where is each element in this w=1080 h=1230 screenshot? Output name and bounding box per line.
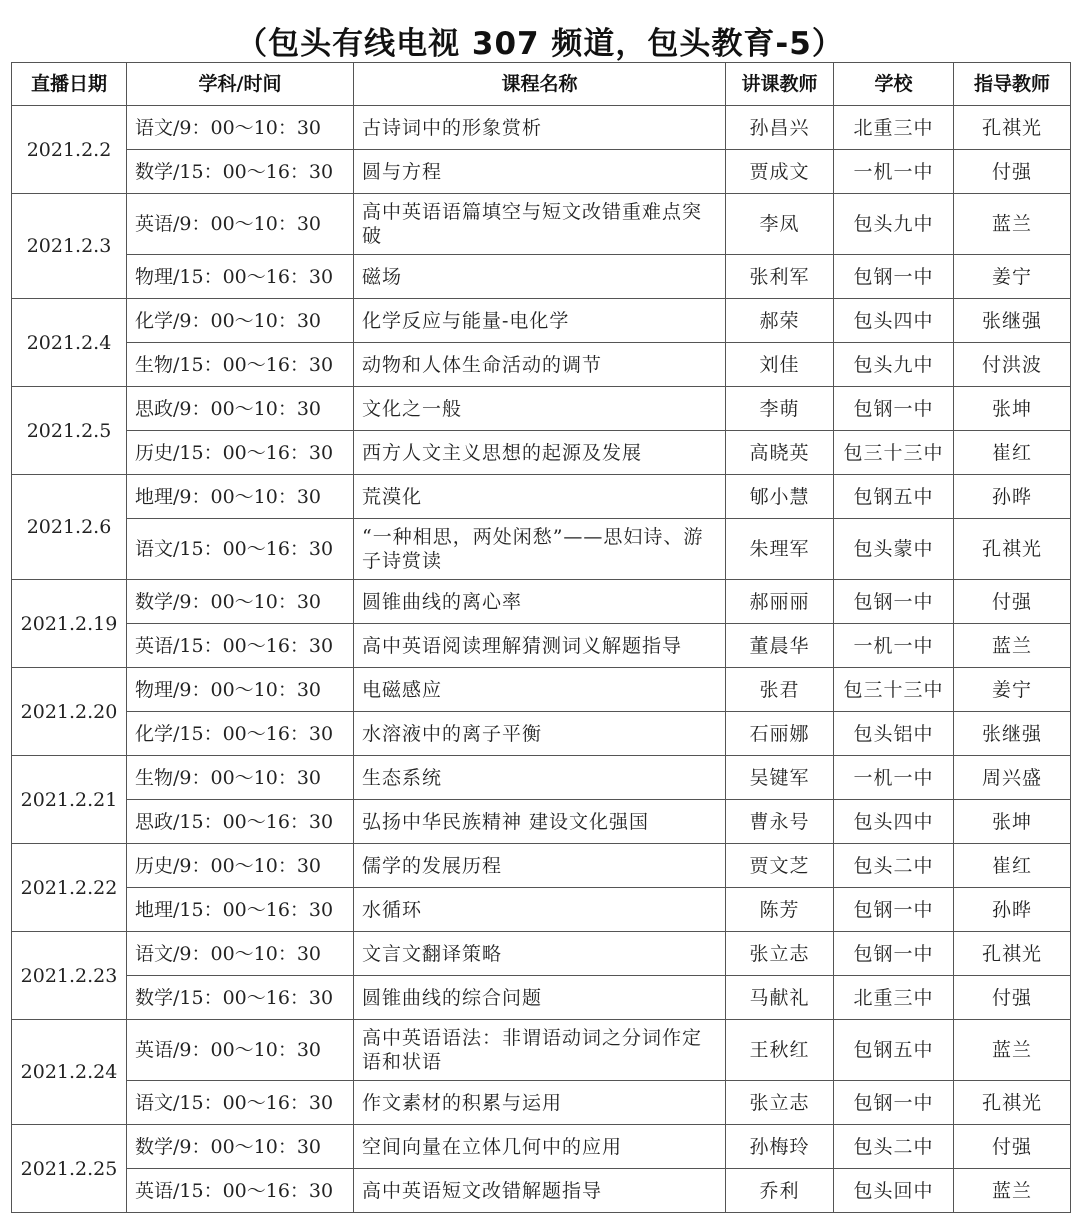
advisor-cell: 蓝兰 <box>954 624 1071 668</box>
table-row <box>12 475 1071 519</box>
advisor-cell: 孔祺光 <box>954 932 1071 976</box>
table-row <box>12 343 1071 387</box>
subject-cell: 英语/9：00～10：30 <box>127 194 354 255</box>
school-cell: 北重三中 <box>834 106 954 150</box>
school-cell: 包头九中 <box>834 194 954 255</box>
header-date: 直播日期 <box>12 63 127 106</box>
school-cell: 包钢一中 <box>834 580 954 624</box>
course-cell: 高中英语短文改错解题指导 <box>354 1169 726 1213</box>
date-cell: 2021.2.19 <box>12 580 127 668</box>
course-cell: 空间向量在立体几何中的应用 <box>354 1125 726 1169</box>
advisor-cell: 付强 <box>954 150 1071 194</box>
subject-cell: 历史/15：00～16：30 <box>127 431 354 475</box>
date-cell: 2021.2.25 <box>12 1125 127 1213</box>
course-cell: 古诗词中的形象赏析 <box>354 106 726 150</box>
subject-cell: 英语/15：00～16：30 <box>127 624 354 668</box>
table-row <box>12 106 1071 150</box>
subject-cell: 英语/15：00～16：30 <box>127 1169 354 1213</box>
subject-cell: 思政/9：00～10：30 <box>127 387 354 431</box>
course-cell: 水溶液中的离子平衡 <box>354 712 726 756</box>
header-course-name: 课程名称 <box>354 63 726 106</box>
table-row <box>12 580 1071 624</box>
advisor-cell: 姜宁 <box>954 668 1071 712</box>
course-cell: 磁场 <box>354 255 726 299</box>
teacher-cell: 陈芳 <box>726 888 834 932</box>
course-cell: 水循环 <box>354 888 726 932</box>
table-row <box>12 756 1071 800</box>
school-cell: 包钢五中 <box>834 1020 954 1081</box>
table-row <box>12 299 1071 343</box>
date-cell: 2021.2.2 <box>12 106 127 194</box>
subject-cell: 历史/9：00～10：30 <box>127 844 354 888</box>
advisor-cell: 孔祺光 <box>954 519 1071 580</box>
header-subject-time: 学科/时间 <box>127 63 354 106</box>
teacher-cell: 张君 <box>726 668 834 712</box>
subject-cell: 英语/9：00～10：30 <box>127 1020 354 1081</box>
advisor-cell: 周兴盛 <box>954 756 1071 800</box>
school-cell: 包钢一中 <box>834 387 954 431</box>
subject-cell: 地理/9：00～10：30 <box>127 475 354 519</box>
date-cell: 2021.2.20 <box>12 668 127 756</box>
subject-cell: 数学/9：00～10：30 <box>127 580 354 624</box>
table-row <box>12 976 1071 1020</box>
advisor-cell: 孔祺光 <box>954 1081 1071 1125</box>
school-cell: 包钢一中 <box>834 1081 954 1125</box>
teacher-cell: 贾文芝 <box>726 844 834 888</box>
course-cell: 电磁感应 <box>354 668 726 712</box>
advisor-cell: 张坤 <box>954 800 1071 844</box>
page-title: （包头有线电视 307 频道，包头教育-5） <box>236 26 844 62</box>
teacher-cell: 吴键军 <box>726 756 834 800</box>
subject-cell: 语文/9：00～10：30 <box>127 106 354 150</box>
date-cell: 2021.2.22 <box>12 844 127 932</box>
course-cell: 高中英语语法：非谓语动词之分词作定语和状语 <box>354 1020 726 1081</box>
course-cell: 作文素材的积累与运用 <box>354 1081 726 1125</box>
teacher-cell: 郇小慧 <box>726 475 834 519</box>
table-row <box>12 519 1071 580</box>
course-cell: 圆锥曲线的离心率 <box>354 580 726 624</box>
course-cell: 化学反应与能量-电化学 <box>354 299 726 343</box>
table-row <box>12 1020 1071 1081</box>
advisor-cell: 付强 <box>954 976 1071 1020</box>
advisor-cell: 蓝兰 <box>954 1169 1071 1213</box>
course-cell: 文言文翻译策略 <box>354 932 726 976</box>
table-row <box>12 932 1071 976</box>
subject-cell: 物理/15：00～16：30 <box>127 255 354 299</box>
advisor-cell: 付强 <box>954 1125 1071 1169</box>
advisor-cell: 姜宁 <box>954 255 1071 299</box>
table-row <box>12 844 1071 888</box>
teacher-cell: 郝丽丽 <box>726 580 834 624</box>
date-cell: 2021.2.3 <box>12 194 127 299</box>
school-cell: 包头四中 <box>834 299 954 343</box>
teacher-cell: 高晓英 <box>726 431 834 475</box>
subject-cell: 地理/15：00～16：30 <box>127 888 354 932</box>
advisor-cell: 张继强 <box>954 712 1071 756</box>
school-cell: 包头二中 <box>834 1125 954 1169</box>
school-cell: 包头四中 <box>834 800 954 844</box>
school-cell: 包三十三中 <box>834 431 954 475</box>
table-row <box>12 150 1071 194</box>
course-cell: 高中英语阅读理解猜测词义解题指导 <box>354 624 726 668</box>
teacher-cell: 马献礼 <box>726 976 834 1020</box>
table-row <box>12 800 1071 844</box>
teacher-cell: 王秋红 <box>726 1020 834 1081</box>
teacher-cell: 曹永号 <box>726 800 834 844</box>
course-cell: 弘扬中华民族精神 建设文化强国 <box>354 800 726 844</box>
advisor-cell: 付洪波 <box>954 343 1071 387</box>
teacher-cell: 郝荣 <box>726 299 834 343</box>
course-cell: 圆与方程 <box>354 150 726 194</box>
subject-cell: 生物/9：00～10：30 <box>127 756 354 800</box>
subject-cell: 数学/9：00～10：30 <box>127 1125 354 1169</box>
schedule-table <box>11 62 1071 1213</box>
table-row <box>12 712 1071 756</box>
advisor-cell: 张继强 <box>954 299 1071 343</box>
subject-cell: 化学/9：00～10：30 <box>127 299 354 343</box>
subject-cell: 思政/15：00～16：30 <box>127 800 354 844</box>
advisor-cell: 张坤 <box>954 387 1071 431</box>
table-row <box>12 668 1071 712</box>
subject-cell: 物理/9：00～10：30 <box>127 668 354 712</box>
course-cell: 动物和人体生命活动的调节 <box>354 343 726 387</box>
date-cell: 2021.2.21 <box>12 756 127 844</box>
teacher-cell: 张立志 <box>726 932 834 976</box>
table-row <box>12 194 1071 255</box>
table-row <box>12 624 1071 668</box>
school-cell: 包钢五中 <box>834 475 954 519</box>
school-cell: 一机一中 <box>834 150 954 194</box>
school-cell: 一机一中 <box>834 624 954 668</box>
teacher-cell: 李凤 <box>726 194 834 255</box>
header-advisor: 指导教师 <box>954 63 1071 106</box>
course-cell: 高中英语语篇填空与短文改错重难点突破 <box>354 194 726 255</box>
school-cell: 包三十三中 <box>834 668 954 712</box>
course-cell: “一种相思，两处闲愁”——思妇诗、游子诗赏读 <box>354 519 726 580</box>
date-cell: 2021.2.4 <box>12 299 127 387</box>
course-cell: 文化之一般 <box>354 387 726 431</box>
teacher-cell: 孙梅玲 <box>726 1125 834 1169</box>
table-row <box>12 888 1071 932</box>
school-cell: 包头回中 <box>834 1169 954 1213</box>
subject-cell: 化学/15：00～16：30 <box>127 712 354 756</box>
subject-cell: 语文/15：00～16：30 <box>127 1081 354 1125</box>
advisor-cell: 孔祺光 <box>954 106 1071 150</box>
course-cell: 西方人文主义思想的起源及发展 <box>354 431 726 475</box>
teacher-cell: 李萌 <box>726 387 834 431</box>
teacher-cell: 孙昌兴 <box>726 106 834 150</box>
advisor-cell: 蓝兰 <box>954 1020 1071 1081</box>
subject-cell: 语文/9：00～10：30 <box>127 932 354 976</box>
course-cell: 荒漠化 <box>354 475 726 519</box>
date-cell: 2021.2.23 <box>12 932 127 1020</box>
date-cell: 2021.2.5 <box>12 387 127 475</box>
subject-cell: 数学/15：00～16：30 <box>127 150 354 194</box>
advisor-cell: 孙晔 <box>954 888 1071 932</box>
school-cell: 北重三中 <box>834 976 954 1020</box>
subject-cell: 数学/15：00～16：30 <box>127 976 354 1020</box>
school-cell: 包头铝中 <box>834 712 954 756</box>
teacher-cell: 朱理军 <box>726 519 834 580</box>
table-row <box>12 387 1071 431</box>
advisor-cell: 付强 <box>954 580 1071 624</box>
advisor-cell: 崔红 <box>954 844 1071 888</box>
date-cell: 2021.2.24 <box>12 1020 127 1125</box>
table-row <box>12 1125 1071 1169</box>
table-row <box>12 1169 1071 1213</box>
school-cell: 包钢一中 <box>834 888 954 932</box>
table-row <box>12 431 1071 475</box>
course-cell: 生态系统 <box>354 756 726 800</box>
school-cell: 包头九中 <box>834 343 954 387</box>
table-row <box>12 1081 1071 1125</box>
table-row <box>12 255 1071 299</box>
school-cell: 包钢一中 <box>834 255 954 299</box>
date-cell: 2021.2.6 <box>12 475 127 580</box>
header-row <box>12 63 1071 106</box>
school-cell: 一机一中 <box>834 756 954 800</box>
header-school: 学校 <box>834 63 954 106</box>
schedule-body <box>12 106 1071 1213</box>
school-cell: 包钢一中 <box>834 932 954 976</box>
advisor-cell: 蓝兰 <box>954 194 1071 255</box>
teacher-cell: 董晨华 <box>726 624 834 668</box>
teacher-cell: 刘佳 <box>726 343 834 387</box>
advisor-cell: 崔红 <box>954 431 1071 475</box>
teacher-cell: 贾成文 <box>726 150 834 194</box>
course-cell: 儒学的发展历程 <box>354 844 726 888</box>
school-cell: 包头蒙中 <box>834 519 954 580</box>
subject-cell: 生物/15：00～16：30 <box>127 343 354 387</box>
teacher-cell: 石丽娜 <box>726 712 834 756</box>
header-teacher: 讲课教师 <box>726 63 834 106</box>
school-cell: 包头二中 <box>834 844 954 888</box>
teacher-cell: 乔利 <box>726 1169 834 1213</box>
advisor-cell: 孙晔 <box>954 475 1071 519</box>
subject-cell: 语文/15：00～16：30 <box>127 519 354 580</box>
teacher-cell: 张利军 <box>726 255 834 299</box>
course-cell: 圆锥曲线的综合问题 <box>354 976 726 1020</box>
teacher-cell: 张立志 <box>726 1081 834 1125</box>
